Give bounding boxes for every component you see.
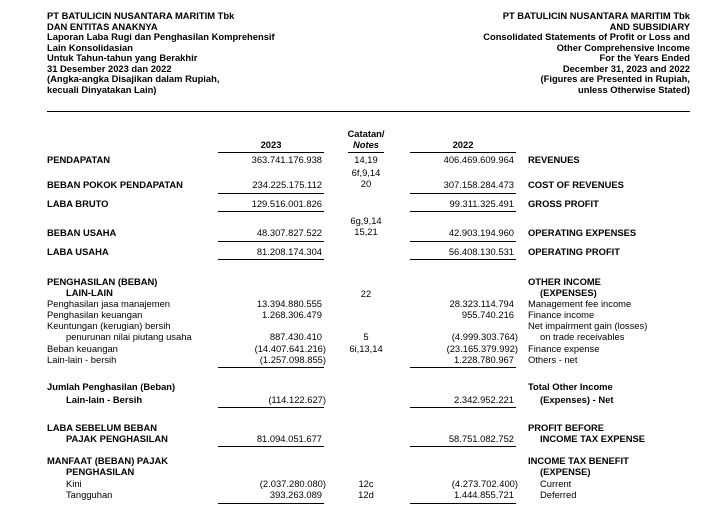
subtotal-line-2023 <box>218 211 324 212</box>
row-label-en: Management fee income <box>528 298 632 309</box>
row-label-en: (Expenses) - Net <box>540 394 614 405</box>
row-label-en: Finance income <box>528 309 595 320</box>
row-label-id: Kini <box>66 478 82 489</box>
note-ref: 6f,9,14 <box>351 167 381 178</box>
value-2023: (14.407.641.216) <box>254 343 326 354</box>
row-label-id: PENGHASILAN <box>66 466 135 477</box>
row-label-id: penurunan nilai piutang usaha <box>66 331 192 342</box>
row-label-id: BEBAN POKOK PENDAPATAN <box>47 179 183 190</box>
row-label-id: Penghasilan jasa manajemen <box>47 298 170 309</box>
row-label-en: (EXPENSE) <box>540 466 591 477</box>
value-2023: 13.394.880.555 <box>256 298 322 309</box>
note-ref: 15,21 <box>354 226 378 237</box>
value-2022: 42.903.194.960 <box>448 227 514 238</box>
row-label-id: LABA USAHA <box>47 246 109 257</box>
row-label-id: Jumlah Penghasilan (Beban) <box>47 381 176 392</box>
row-label-en: GROSS PROFIT <box>528 198 599 209</box>
value-2022: 1.228.780.967 <box>454 354 514 365</box>
header-right-line: Consolidated Statements of Profit or Loss and <box>483 31 690 42</box>
value-2023: 887.430.410 <box>269 331 322 342</box>
row-label-en: on trade receivables <box>540 331 625 342</box>
row-label-en: OTHER INCOME <box>528 276 601 287</box>
row-label-id: Lain-lain - Bersih <box>66 394 143 405</box>
row-label-en: Current <box>540 478 572 489</box>
row-label-id: BEBAN USAHA <box>47 227 117 238</box>
header-left-line: DAN ENTITAS ANAKNYA <box>47 20 158 32</box>
subtotal-line-2022 <box>410 367 516 368</box>
subtotal-line-2022 <box>410 446 516 447</box>
row-label-id: Penghasilan keuangan <box>47 309 143 320</box>
header-left-line: (Angka-angka Disajikan dalam Rupiah, <box>47 73 220 84</box>
subtotal-line-2023 <box>218 407 324 408</box>
value-2023: (2.037.280.080) <box>259 478 326 489</box>
subtotal-line-2022 <box>410 241 516 242</box>
subtotal-line-2022 <box>410 503 516 504</box>
value-2022: (4.999.303.764) <box>451 331 518 342</box>
value-2022: 955.740.216 <box>461 309 514 320</box>
header-left-line: PT BATULICIN NUSANTARA MARITIM Tbk <box>47 10 235 21</box>
header-left-line: Lain Konsolidasian <box>47 41 133 53</box>
header-left-line: kecuali Dinyatakan Lain) <box>47 83 157 95</box>
subtotal-line-2023 <box>218 446 324 447</box>
row-label-en: Net impairment gain (losses) <box>528 320 648 331</box>
row-label-id: Lain-lain - bersih <box>47 354 117 365</box>
row-label-id: LABA SEBELUM BEBAN <box>47 422 158 433</box>
value-2022: 58.751.082.752 <box>448 433 514 444</box>
subtotal-line-2022 <box>410 259 516 260</box>
row-label-id: LABA BRUTO <box>47 198 109 209</box>
header-right-line: PT BATULICIN NUSANTARA MARITIM Tbk <box>502 10 690 21</box>
header-left <box>47 11 275 95</box>
header-right-line: For the Years Ended <box>599 52 690 63</box>
header-left-line: Laporan Laba Rugi dan Penghasilan Komprehensif <box>47 31 275 42</box>
subtotal-line-2022 <box>410 193 516 194</box>
subtotal-line-2023 <box>218 503 324 504</box>
value-2023: 393.263.089 <box>269 489 322 500</box>
row-label-en: INCOME TAX EXPENSE <box>540 433 646 444</box>
subtotal-line-2022 <box>410 407 516 408</box>
row-label-id: Beban keuangan <box>47 343 118 354</box>
subtotal-line-2023 <box>218 367 324 368</box>
value-2022: 56.408.130.531 <box>448 246 514 257</box>
header-right-line: December 31, 2023 and 2022 <box>562 62 690 74</box>
value-2022: 307.158.284.473 <box>443 179 514 190</box>
row-label-id: LAIN-LAIN <box>66 287 113 298</box>
subtotal-line-2023 <box>218 259 324 260</box>
note-ref: 12c <box>358 478 374 489</box>
subtotal-line-2022 <box>410 211 516 212</box>
value-2022: 99.311.325.491 <box>449 198 514 209</box>
header-left-line: Untuk Tahun-tahun yang Berakhir <box>47 52 198 63</box>
row-label-id: PENDAPATAN <box>47 154 111 165</box>
note-ref: 12d <box>358 489 374 500</box>
row-label-en: OPERATING PROFIT <box>528 246 621 257</box>
value-2022: 2.342.952.221 <box>454 394 514 405</box>
note-ref: 6i,13,14 <box>349 343 383 354</box>
value-2023: 234.225.175.112 <box>252 179 322 190</box>
row-label-en: Total Other Income <box>528 381 613 392</box>
row-label-en: PROFIT BEFORE <box>528 422 605 433</box>
note-ref: 5 <box>363 331 369 342</box>
row-label-en: REVENUES <box>528 154 580 165</box>
value-2023: 81.208.174.304 <box>256 246 322 257</box>
row-label-en: (EXPENSES) <box>540 287 597 298</box>
value-2022: (4.273.702.400) <box>451 478 518 489</box>
subtotal-line-2023 <box>218 241 324 242</box>
value-2023: 48.307.827.522 <box>256 227 322 238</box>
col-notes-underline <box>348 152 384 153</box>
subtotal-line-2023 <box>218 193 324 194</box>
header-right-line: Other Comprehensive Income <box>556 41 690 53</box>
row-label-en: Others - net <box>528 354 578 365</box>
row-label-id: Tangguhan <box>66 489 113 500</box>
row-label-id: Keuntungan (kerugian) bersih <box>47 320 171 331</box>
col-notes-heading-id: Catatan/ <box>347 128 385 139</box>
row-label-en: Deferred <box>540 489 577 500</box>
value-2022: (23.165.379.992) <box>446 343 518 354</box>
col-2023-heading: 2023 <box>260 139 282 150</box>
note-ref: 22 <box>360 288 372 299</box>
note-ref: 20 <box>360 178 372 189</box>
value-2023: 363.741.176.938 <box>251 154 322 165</box>
value-2023: 1.268.306.479 <box>262 309 322 320</box>
row-label-en: INCOME TAX BENEFIT <box>528 455 629 466</box>
row-label-en: Finance expense <box>528 343 600 354</box>
row-label-id: PAJAK PENGHASILAN <box>66 433 168 444</box>
row-label-id: PENGHASILAN (BEBAN) <box>47 276 158 287</box>
header-right <box>483 11 690 95</box>
header-divider <box>47 111 690 112</box>
row-label-en: COST OF REVENUES <box>528 179 624 190</box>
header-right-line: AND SUBSIDIARY <box>609 20 690 32</box>
header-left-line: 31 Desember 2023 dan 2022 <box>47 62 172 74</box>
header-right-line: unless Otherwise Stated) <box>577 83 690 95</box>
col-2022-heading: 2022 <box>452 139 474 150</box>
col-notes-heading-en: Notes <box>352 139 380 150</box>
value-2022: 28.323.114.794 <box>449 298 514 309</box>
note-ref: 6g,9,14 <box>350 215 382 226</box>
col-2022-underline <box>410 152 516 153</box>
value-2023: (1.257.098.855) <box>259 354 326 365</box>
value-2023: 129.516.001.826 <box>251 198 322 209</box>
col-2023-underline <box>218 152 324 153</box>
row-label-id: MANFAAT (BEBAN) PAJAK <box>47 455 168 466</box>
value-2023: 81.094.051.677 <box>256 433 322 444</box>
value-2023: (114.122.627) <box>268 394 326 405</box>
header-right-line: (Figures are Presented in Rupiah, <box>540 73 690 84</box>
value-2022: 1.444.855.721 <box>454 489 514 500</box>
row-label-en: OPERATING EXPENSES <box>528 227 637 238</box>
value-2022: 406.469.609.964 <box>443 154 514 165</box>
note-ref: 14,19 <box>354 154 378 165</box>
